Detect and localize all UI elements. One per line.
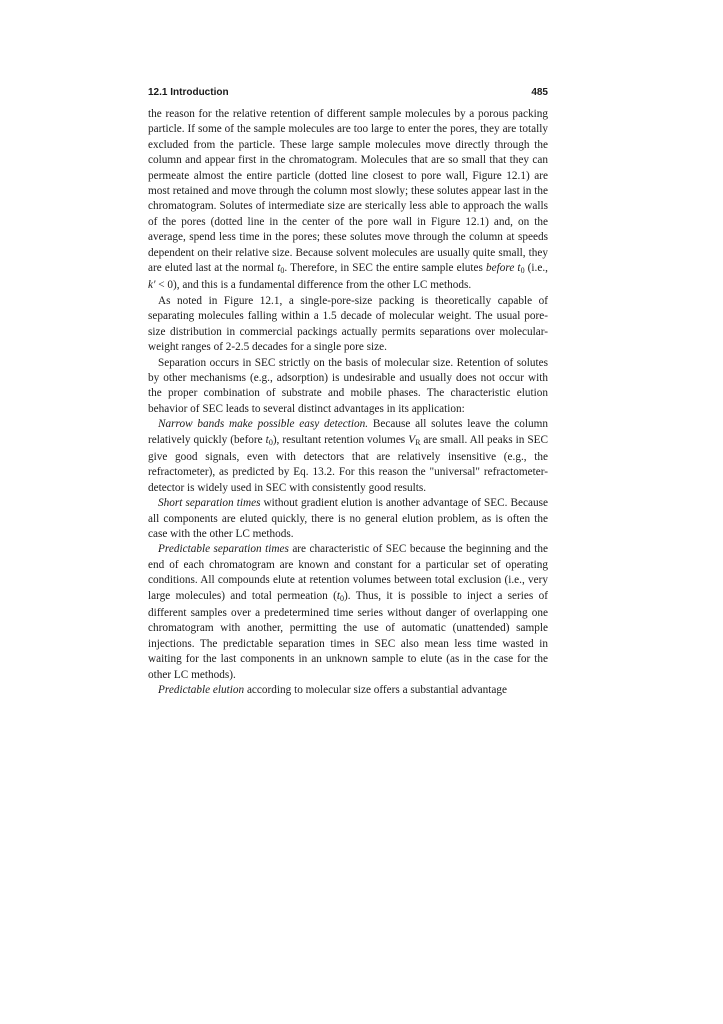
- text-run: the reason for the relative retention of different sample molecules by a porous packing particle. If some of the sample molecules are too large to enter the pores, they are totally excluded from the particle. These large sample molecules move directly through the column and appear first in the chromatogram. Molecules that are so small that they can permeate almost the entire particle (dotted line closest to pore wall, Figure 12.1) are most retained and move through the column most slowly; these solutes appear last in the chromatogram. Solutes of intermediate size are sterically less able to approach the walls of the pores (dotted line in the center of the pore wall in Figure 12.1) and, on the average, spend less time in the pores; these solutes move through the column at speeds dependent on their relative size. Because solvent molecules are usually quite small, they are eluted last at the normal: [148, 108, 548, 275]
- paragraph-lead: Narrow bands make possible easy detection.: [158, 418, 369, 431]
- paragraph-2: As noted in Figure 12.1, a single-pore-size packing is theoretically capable of separating molecules falling within a 1.5 decade of molecular weight. The usual pore-size distribution in commercial packings actually permits separations over molecular-weight ranges of 2-2.5 decades for a single pore size.: [148, 294, 548, 354]
- paragraph-3: Separation occurs in SEC strictly on the basis of molecular size. Retention of solutes by other mechanisms (e.g., adsorption) is undesirable and usually does not occur with the proper combination of substrate and mobile phases. The characteristic elution behavior of SEC leads to several distinct advantages in its application:: [148, 356, 548, 415]
- k-prime-symbol: k': [148, 279, 156, 292]
- text-run: are small. All peaks in SEC give good signals, even with detectors that are relatively insensitive (e.g., the refractometer), as predicted by Eq. 13.2. For this reason the "universal" refractometer-detector is widely used in SEC with consistently good results.: [148, 433, 549, 494]
- paragraph-1: [148, 107, 548, 294]
- symbol: t: [265, 433, 269, 446]
- symbol: t: [277, 262, 281, 275]
- body-text: [148, 107, 548, 698]
- book-page: [148, 86, 548, 698]
- subscript: 0: [520, 266, 525, 276]
- text-run: (i.e.,: [524, 262, 548, 275]
- paragraph-4: [148, 417, 548, 496]
- t0-symbol: [514, 262, 524, 274]
- page-number: 485: [531, 87, 548, 98]
- text-run: . Therefore, in SEC the entire sample elutes: [284, 262, 486, 275]
- text-run: Because all solutes leave the column relatively quickly (before: [148, 418, 548, 446]
- symbol: t: [336, 589, 341, 602]
- text-run: ), resultant retention volumes: [272, 433, 409, 446]
- paragraph-lead: Predictable separation times: [158, 543, 289, 556]
- subscript: 0: [340, 593, 345, 603]
- t0-symbol: [266, 434, 273, 446]
- subscript: 0: [268, 437, 273, 447]
- text-run: are characteristic of SEC because the beginning and the end of each chromatogram are known and constant for a particular set of operating conditions. All compounds elute at retention volumes between total exclusion (i.e., very large molecules) and total permeation (: [148, 543, 548, 602]
- vr-symbol: [408, 434, 420, 446]
- emphasis: before: [485, 262, 515, 275]
- subscript: R: [415, 437, 421, 447]
- paragraph-lead: Short separation times: [158, 497, 261, 510]
- text-run: according to molecular size offers a substantial advantage: [244, 684, 507, 697]
- symbol: V: [408, 433, 416, 446]
- symbol: t: [514, 262, 521, 275]
- t0-symbol: [337, 590, 344, 602]
- text-run: without gradient elution is another advantage of SEC. Because all components are eluted quickly, there is no general elution problem, as is often the case with the other LC methods.: [148, 497, 548, 540]
- running-head: [148, 86, 548, 100]
- section-title: 12.1 Introduction: [148, 87, 229, 98]
- text-run: ). Thus, it is possible to inject a series of different samples over a predetermined time series without danger of overlapping one chromatogram with another, permitting the use of automatic (unattended) sample injections. The predictable separation times in SEC also mean less time wasted in waiting for the last components in an unknown sample to elute (as in the case for the other LC methods).: [148, 589, 548, 681]
- paragraph-6: [148, 542, 548, 683]
- text-run: < 0), and this is a fundamental difference from the other LC methods.: [155, 279, 472, 292]
- paragraph-5: [148, 496, 548, 542]
- subscript: 0: [280, 266, 285, 276]
- paragraph-lead: Predictable elution: [158, 684, 245, 697]
- paragraph-7: [148, 683, 548, 698]
